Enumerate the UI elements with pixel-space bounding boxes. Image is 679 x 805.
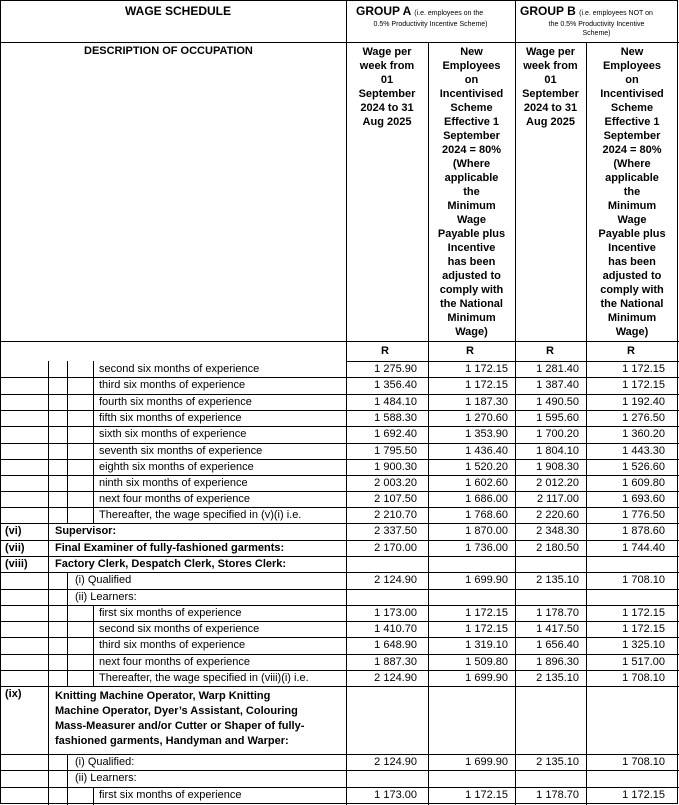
wage-value-b2: 1 708.10 [622,672,665,684]
wage-value-b2: 1 325.10 [622,639,665,651]
column-header-line: Scheme [450,102,493,114]
column-header-line: 01 [544,74,557,86]
wage-value-a1: 1 692.40 [374,428,417,440]
wage-value-a2: 1 736.00 [465,542,508,554]
wage-value-a1: 1 410.70 [374,623,417,635]
row-label-line: Machine Operator, Dyer’s Assistant, Colouring [55,705,298,717]
wage-value-a1: 1 887.30 [374,656,417,668]
row-label: eighth six months of experience [99,461,254,473]
wage-value-b1: 1 656.40 [536,639,579,651]
row-label: third six months of experience [99,639,246,651]
row-label: (i) Qualified: [75,756,135,768]
wage-value-a1: 2 003.20 [374,477,417,489]
wage-value-a2: 1 870.00 [465,525,508,537]
wage-value-a2: 1 187.30 [465,396,508,408]
column-header-line: 2024 to 31 [360,102,414,114]
wage-value-b2: 1 878.60 [622,525,665,537]
wage-value-a2: 1 172.15 [465,623,508,635]
group-b-title [520,5,653,20]
group-a-note-line2: 0.5% Productivity Incentive Scheme) [373,21,488,28]
column-header-line: 01 [380,74,394,86]
column-header-line: Minimum [447,312,496,324]
row-number: (vi) [5,525,22,537]
column-header-line: comply with [439,284,504,296]
row-label: third six months of experience [99,379,246,391]
column-header-line: Scheme [610,102,654,114]
wage-value-b1: 2 220.60 [536,509,579,521]
column-header-line: Aug 2025 [526,116,575,128]
group-b-note [515,20,678,38]
wage-value-a2: 1 172.15 [465,379,508,391]
row-label [55,689,304,749]
wage-value-a2: 1 319.10 [465,639,508,651]
wage-value-b1: 2 135.10 [536,672,579,684]
row-number: (vii) [5,542,25,554]
column-header-line: applicable [605,172,659,184]
column-header-line: the National [600,298,664,310]
wage-value-b2: 1 744.40 [622,542,665,554]
column-header-line: Incentivised [600,88,664,100]
row-label: second six months of experience [99,623,260,635]
wage-value-b1: 1 700.20 [536,428,579,440]
column-header-line: Effective 1 [443,116,500,128]
column-header-line: September [603,130,661,142]
row-label: (i) Qualified [75,574,132,586]
description-of-occupation-header: DESCRIPTION OF OCCUPATION [84,45,253,57]
wage-value-b2: 1 172.15 [622,379,665,391]
wage-value-b1: 1 281.40 [536,363,579,375]
wage-value-a1: 1 356.40 [374,379,417,391]
wage-value-a1: 2 124.90 [374,574,417,586]
row-label: Factory Clerk, Despatch Clerk, Stores Clerk: [55,558,287,570]
wage-value-b2: 1 172.15 [622,789,665,801]
wage-value-b2: 1 708.10 [622,574,665,586]
wage-value-a1: 1 173.00 [374,607,417,619]
wage-value-a2: 1 699.90 [465,672,508,684]
column-header-line: Wage [617,214,647,226]
row-label: second six months of experience [99,363,260,375]
wage-value-a2: 1 172.15 [465,789,508,801]
currency-label-a1: R [381,345,389,357]
wage-value-a2: 1 768.60 [465,509,508,521]
wage-value-a2: 1 686.00 [465,493,508,505]
row-label-line: Knitting Machine Operator, Warp Knitting [55,690,271,702]
currency-label-b1: R [546,345,554,357]
wage-value-b1: 2 135.10 [536,756,579,768]
column-header-line: (Where [452,158,491,170]
group-b-note-line1: (i.e. employees NOT on [579,10,653,17]
row-label: seventh six months of experience [99,445,263,457]
wage-value-a1: 2 124.90 [374,672,417,684]
column-header-line: Payable plus [598,228,666,240]
row-label: next four months of experience [99,656,251,668]
wage-value-b1: 2 117.00 [536,493,579,505]
wage-value-a2: 1 520.20 [465,461,508,473]
row-label: first six months of experience [99,789,242,801]
column-header-line: Payable plus [437,228,506,240]
column-header-line: Minimum [447,200,496,212]
wage-value-a2: 1 602.60 [465,477,508,489]
column-header-line: Wage per [362,46,412,58]
row-label-line: fashioned garments, Handyman and Warper: [55,735,289,747]
wage-value-a1: 1 648.90 [374,639,417,651]
column-header-line: Wage) [615,326,649,338]
row-label: Final Examiner of fully-fashioned garments: [55,542,285,554]
row-label: Thereafter, the wage specified in (v)(i) i.e. [99,509,302,521]
row-label: Thereafter, the wage specified in (viii)(i) i.e. [99,672,309,684]
wage-value-b1: 1 417.50 [536,623,579,635]
wage-value-b2: 1 708.10 [622,756,665,768]
column-header-line: 2024 to 31 [523,102,578,114]
column-header-line: Minimum [607,200,657,212]
wage-value-b1: 1 908.30 [536,461,579,473]
column-header-line: New [460,46,483,58]
wage-value-a1: 2 170.00 [374,542,417,554]
column-header-line: Incentivised [439,88,504,100]
wage-value-b1: 1 178.70 [536,607,579,619]
group-a-note-line1: (i.e. employees on the [414,10,484,17]
column-header-line: Effective 1 [604,116,660,128]
row-number: (viii) [5,558,28,570]
group-a-new-employees-column-header [428,45,515,339]
group-a-wage-column-header [346,45,428,129]
wage-value-b2: 1 192.40 [622,396,665,408]
wage-value-a1: 2 210.70 [374,509,417,521]
wage-value-a1: 1 173.00 [374,789,417,801]
column-header-line: September [358,88,416,100]
wage-value-b2: 1 360.20 [622,428,665,440]
row-label: next four months of experience [99,493,251,505]
column-header-line: Incentive [608,242,656,254]
wage-value-a2: 1 353.90 [465,428,508,440]
wage-value-a2: 1 509.80 [465,656,508,668]
group-a-title-text: GROUP A [356,4,411,18]
wage-value-a1: 2 107.50 [374,493,417,505]
wage-value-a2: 1 172.15 [465,607,508,619]
currency-label-b2: R [627,345,635,357]
wage-value-a1: 1 795.50 [374,445,417,457]
column-header-line: Employees [602,60,662,72]
wage-value-b1: 1 896.30 [536,656,579,668]
wage-value-a2: 1 172.15 [465,363,508,375]
wage-value-b1: 2 012.20 [536,477,579,489]
row-label: sixth six months of experience [99,428,247,440]
row-label: ninth six months of experience [99,477,248,489]
row-label: fourth six months of experience [99,396,252,408]
column-header-line: week from [523,60,578,72]
wage-value-b1: 2 135.10 [536,574,579,586]
group-b-note-line3: Scheme) [582,30,611,37]
wage-value-a1: 2 124.90 [374,756,417,768]
row-number: (ix) [5,688,22,700]
column-header-line: applicable [444,172,499,184]
column-header-line: 2024 = 80% [441,144,502,156]
wage-value-b1: 2 180.50 [536,542,579,554]
column-header-line: the [463,186,480,198]
wage-value-b1: 1 490.50 [536,396,579,408]
group-b-new-employees-column-header [586,45,678,339]
wage-value-b1: 1 387.40 [536,379,579,391]
column-header-line: has been [608,256,656,268]
wage-value-b2: 1 172.15 [622,623,665,635]
currency-label-a2: R [466,345,474,357]
wage-value-a2: 1 699.90 [465,574,508,586]
wage-value-b1: 1 595.60 [536,412,579,424]
wage-value-b2: 1 517.00 [622,656,665,668]
column-header-line: (Where [613,158,651,170]
wage-value-a1: 1 484.10 [374,396,417,408]
wage-value-b2: 1 172.15 [622,607,665,619]
column-header-line: September [522,88,579,100]
wage-value-a1: 1 900.30 [374,461,417,473]
column-header-line: Aug 2025 [362,116,412,128]
row-label: first six months of experience [99,607,242,619]
column-header-line: Minimum [607,312,657,324]
column-header-line: on [625,74,639,86]
column-header-line: Employees [442,60,501,72]
column-header-line: on [464,74,479,86]
column-header-line: Wage [457,214,486,226]
column-header-line: Wage) [455,326,488,338]
wage-value-a2: 1 270.60 [465,412,508,424]
wage-value-a1: 1 588.30 [374,412,417,424]
row-label: Supervisor: [55,525,117,537]
wage-value-a2: 1 436.40 [465,445,508,457]
column-header-line: the [623,186,641,198]
wage-value-b1: 1 804.10 [536,445,579,457]
wage-value-b2: 1 172.15 [622,363,665,375]
column-header-line: adjusted to [442,270,501,282]
wage-value-b2: 1 276.50 [622,412,665,424]
row-label-line: Mass-Measurer and/or Cutter or Shaper of fully- [55,720,305,732]
column-header-line: the National [440,298,503,310]
group-b-note-line2: the 0.5% Productivity Incentive [548,21,645,28]
row-label: (ii) Learners: [75,772,137,784]
wage-value-a1: 1 275.90 [374,363,417,375]
wage-value-b2: 1 609.80 [622,477,665,489]
column-header-line: adjusted to [602,270,662,282]
group-a-title [356,5,483,20]
wage-value-b1: 2 348.30 [536,525,579,537]
row-label: fifth six months of experience [99,412,242,424]
wage-value-b2: 1 693.60 [622,493,665,505]
wage-value-b2: 1 526.60 [622,461,665,473]
wage-value-b2: 1 776.50 [622,509,665,521]
column-header-line: New [620,46,644,58]
column-header-line: week from [359,60,415,72]
wage-value-b1: 1 178.70 [536,789,579,801]
wage-value-a2: 1 699.90 [465,756,508,768]
wage-value-a1: 2 337.50 [374,525,417,537]
column-header-line: comply with [600,284,664,296]
column-header-line: has been [447,256,496,268]
wage-value-b2: 1 443.30 [622,445,665,457]
row-label: (ii) Learners: [75,591,137,603]
group-b-wage-column-header [515,45,586,129]
column-header-line: September [443,130,500,142]
column-header-line: 2024 = 80% [602,144,662,156]
wage-schedule-title: WAGE SCHEDULE [125,4,232,18]
column-header-line: Wage per [525,46,576,58]
column-header-line: Incentive [447,242,496,254]
group-b-title-text: GROUP B [520,4,576,18]
